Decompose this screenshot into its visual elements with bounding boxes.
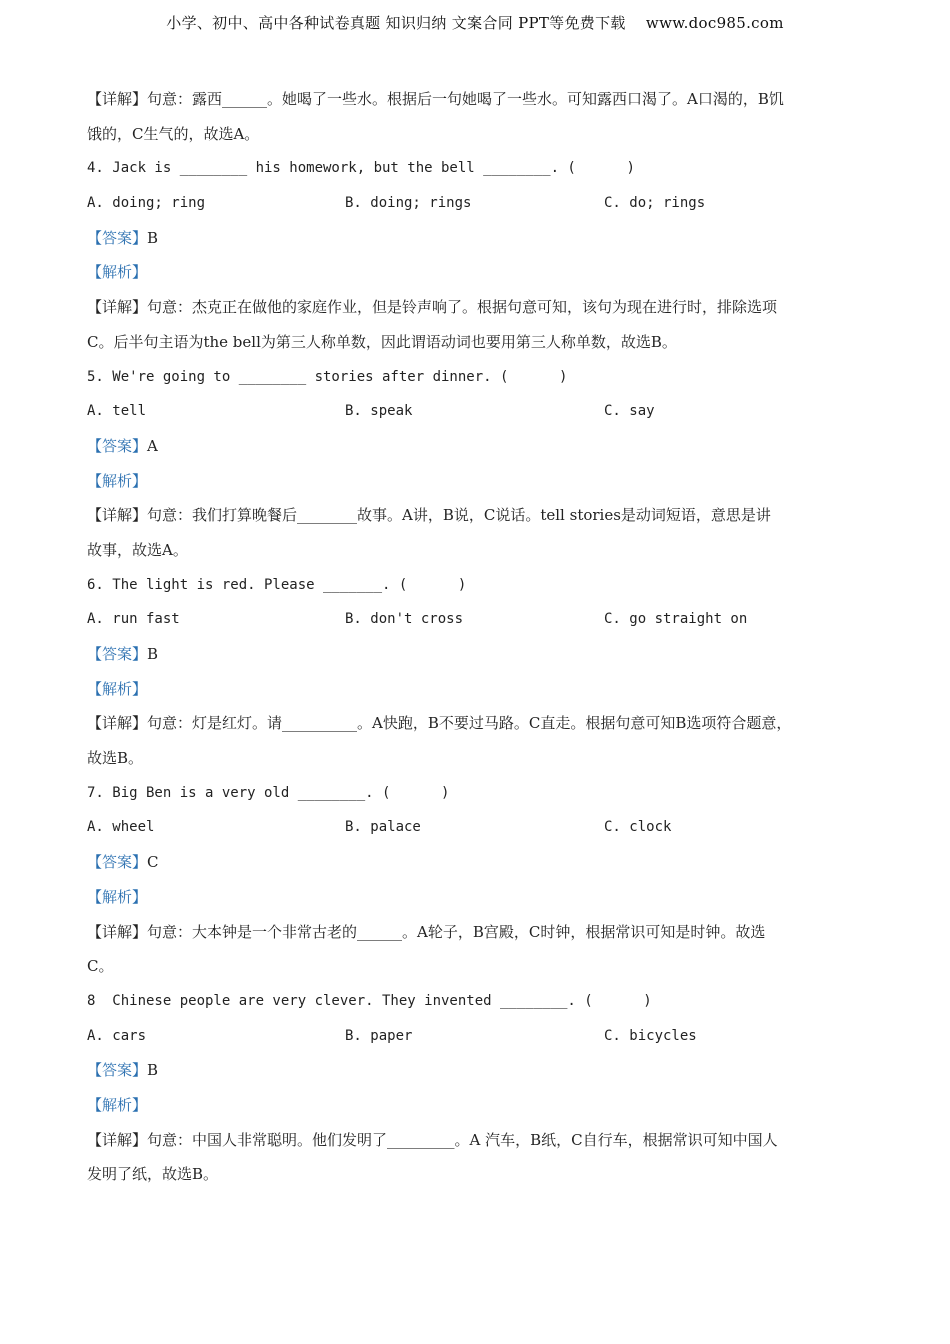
option-a: A. doing; ring: [87, 195, 206, 212]
option-a: A. wheel: [87, 819, 155, 836]
detail-label: 【详解】: [87, 90, 148, 108]
detail-line: 【详解】句意：大本钟是一个非常古老的______。A轮子，B宫殿，C时钟，根据常识可知是时钟。故选: [87, 922, 766, 941]
answer-value: B: [147, 228, 159, 247]
option-c: C. bicycles: [604, 1027, 697, 1044]
options-row: [87, 810, 877, 845]
option-b: B. doing; rings: [345, 195, 472, 212]
analysis-line: [87, 672, 877, 707]
detail-line: 【详解】句意：露西______。她喝了一些水。根据后一句她喝了一些水。可知露西口渴了。A口渴的，B饥: [87, 90, 784, 108]
detail-label: 【详解】: [87, 714, 148, 733]
question-stem: 6. The light is red. Please _______. ( ): [87, 576, 467, 593]
options-row: [87, 602, 877, 637]
option-c: C. say: [604, 403, 655, 420]
answer-line: [87, 429, 877, 464]
question-stem: 8 Chinese people are very clever. They invented ________. ( ): [87, 992, 652, 1009]
detail-line: 故事，故选A。: [87, 540, 188, 559]
detail-line: 【详解】句意：灯是红灯。请__________。A快跑，B不要过马路。C直走。根据句意可知B选项符合题意，: [87, 714, 792, 733]
detail-label: 【详解】: [87, 506, 148, 525]
answer-line: [87, 637, 877, 672]
detail-line: 【详解】句意：中国人非常聪明。他们发明了_________。A 汽车，B纸，C自行车，根据常识可知中国人: [87, 1130, 778, 1149]
option-b: B. don't cross: [345, 611, 464, 628]
option-b: B. palace: [345, 819, 421, 836]
analysis-label: 【解析】: [87, 887, 148, 906]
answer-label: 【答案】: [87, 645, 148, 663]
option-a: A. tell: [87, 403, 147, 420]
answer-label: 【答案】: [87, 853, 148, 872]
answer-line: [87, 1053, 877, 1088]
detail-line: C。后半句主语为the bell为第三人称单数，因此谓语动词也要用第三人称单数，故选B。: [87, 332, 677, 351]
document-body: [87, 82, 877, 1192]
answer-value: B: [147, 1061, 159, 1080]
answer-value: B: [147, 645, 159, 663]
detail-line: 故选B。: [87, 749, 144, 768]
options-row: [87, 394, 877, 429]
answer-label: 【答案】: [87, 228, 148, 247]
detail-label: 【详解】: [87, 1130, 148, 1149]
analysis-line: [87, 255, 877, 290]
question-stem: 7. Big Ben is a very old ________. ( ): [87, 784, 450, 801]
analysis-label: 【解析】: [87, 471, 148, 490]
analysis-label: 【解析】: [87, 1095, 148, 1114]
option-c: C. go straight on: [604, 611, 748, 628]
analysis-line: [87, 464, 877, 499]
answer-value: C: [147, 853, 159, 872]
answer-line: [87, 845, 877, 880]
question-stem: 4. Jack is ________ his homework, but the bell ________. ( ): [87, 160, 635, 177]
answer-line: [87, 221, 877, 256]
options-row: [87, 186, 877, 221]
analysis-label: 【解析】: [87, 263, 148, 282]
detail-label: 【详解】: [87, 922, 148, 941]
answer-label: 【答案】: [87, 436, 148, 455]
answer-value: A: [147, 436, 158, 455]
analysis-line: [87, 880, 877, 915]
option-b: B. paper: [345, 1027, 413, 1044]
detail-label: 【详解】: [87, 298, 148, 317]
option-c: C. do; rings: [604, 195, 706, 212]
detail-line: 【详解】句意：杰克正在做他的家庭作业，但是铃声响了。根据句意可知，该句为现在进行时，排除选项: [87, 298, 778, 317]
option-c: C. clock: [604, 819, 672, 836]
answer-label: 【答案】: [87, 1061, 148, 1080]
option-b: B. speak: [345, 403, 413, 420]
option-a: A. cars: [87, 1027, 147, 1044]
detail-line: 发明了纸，故选B。: [87, 1165, 219, 1184]
analysis-line: [87, 1088, 877, 1123]
detail-line: C。: [87, 957, 114, 976]
question-stem: 5. We're going to ________ stories after dinner. ( ): [87, 368, 568, 385]
options-row: [87, 1019, 877, 1054]
page-header: 小学、初中、高中各种试卷真题 知识归纳 文案合同 PPT等免费下载 www.doc985.com: [166, 14, 784, 32]
analysis-label: 【解析】: [87, 679, 148, 698]
option-a: A. run fast: [87, 611, 180, 628]
detail-line: 【详解】句意：我们打算晚餐后________故事。A讲，B说，C说话。tell stories是动词短语，意思是讲: [87, 506, 771, 525]
detail-line: 饿的，C生气的，故选A。: [87, 124, 260, 143]
